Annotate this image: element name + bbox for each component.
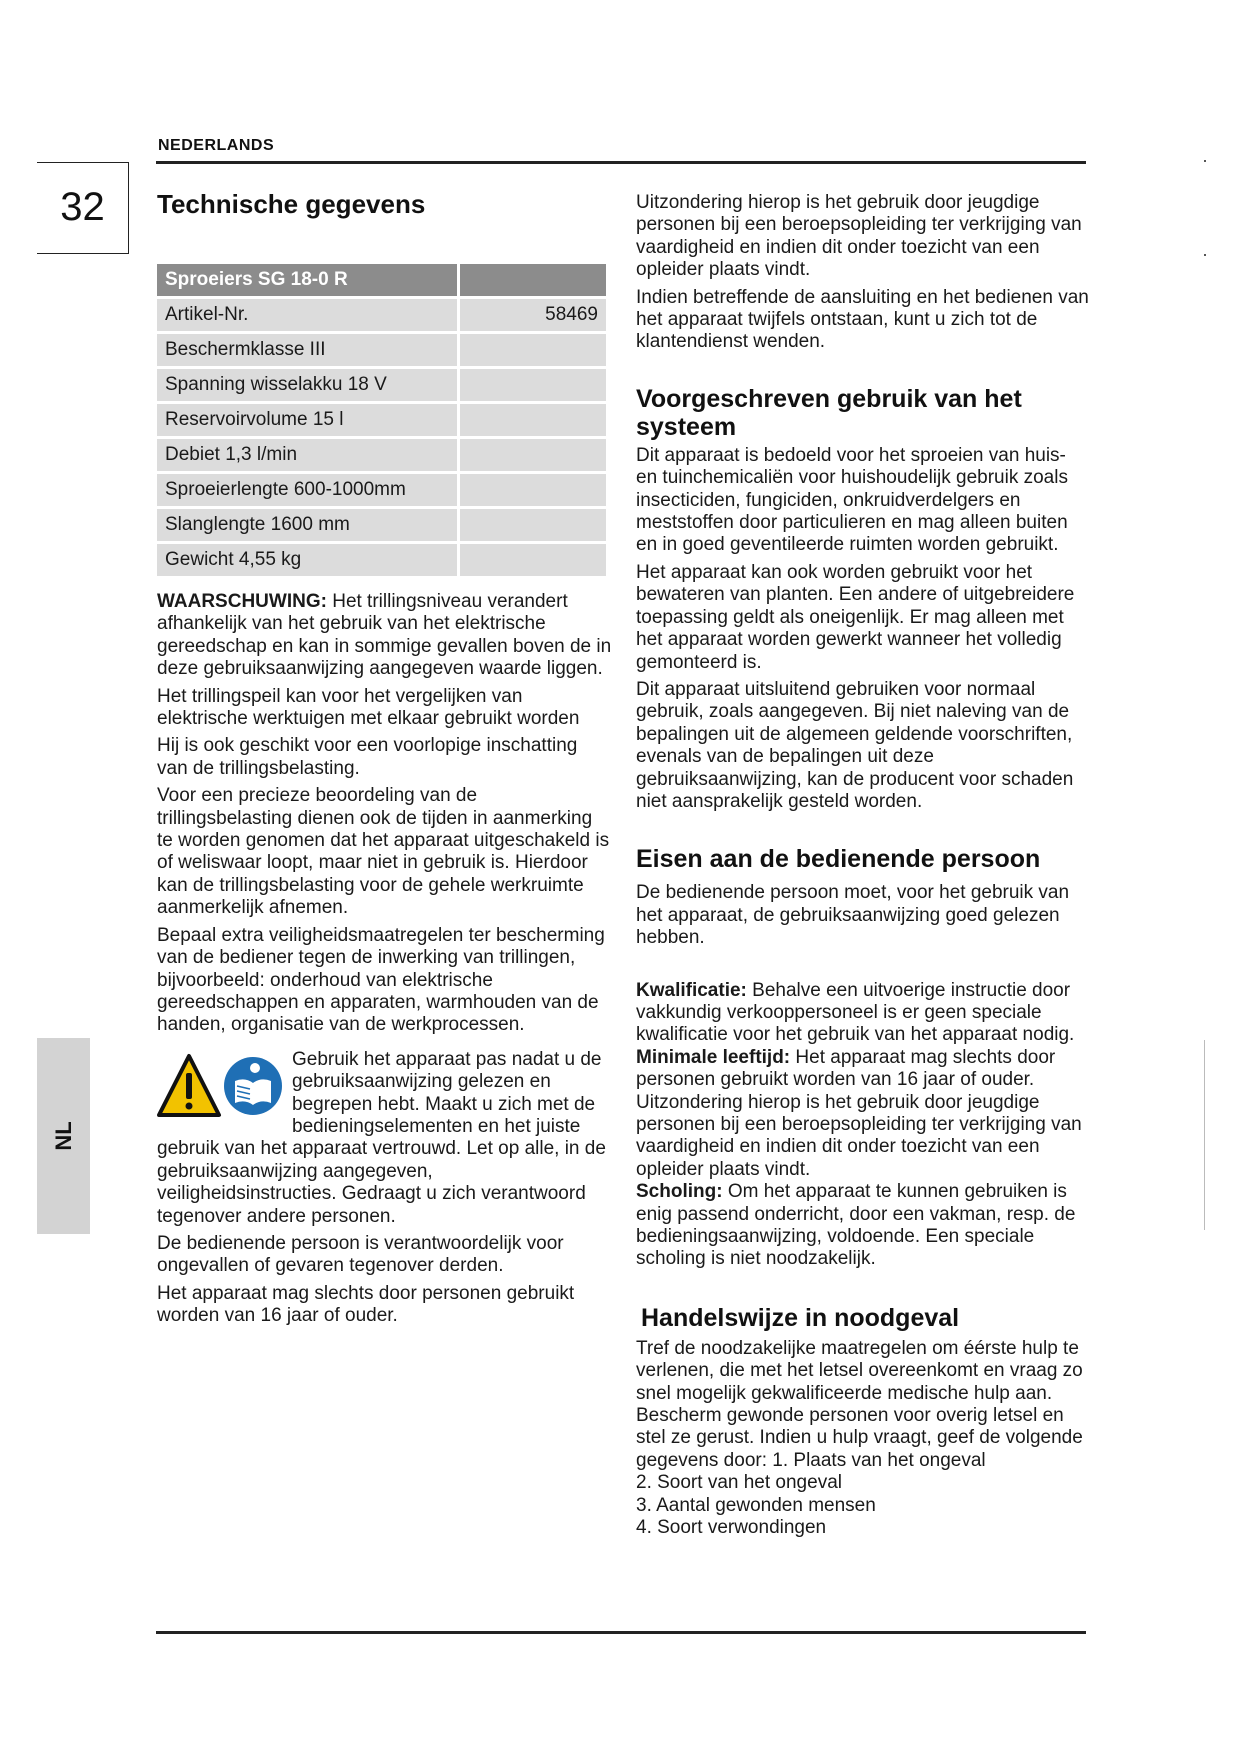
spec-value xyxy=(457,474,606,506)
paragraph-uitzondering: Uitzondering hierop is het gebruik door jeugdige personen bij een beroepsopleiding ter verkrijging van vaardigheid en indien dit onder toezicht van een opleider plaats vindt. xyxy=(636,192,1082,281)
spec-table-heading: Sproeiers SG 18-0 R xyxy=(157,264,457,296)
spec-label: Artikel-Nr. xyxy=(157,299,457,331)
spec-value xyxy=(457,369,606,401)
paragraph-eisen: De bedienende persoon moet, voor het gebruik van het apparaat, de gebruiksaanwijzing goed gelezen hebben. xyxy=(636,882,1070,949)
header-rule xyxy=(156,161,1086,164)
paragraph-minimale-leeftijd xyxy=(636,1047,1091,1181)
table-row xyxy=(157,509,606,541)
kwalificatie-label: Kwalificatie: xyxy=(636,979,747,1001)
warning-block xyxy=(157,1049,612,1228)
warning-text: Het trillingsniveau verandert afhankelijk van het gebruik van het elektrische gereedschap en kan in sommige gevallen boven de in deze gebruiksaanwijzing aangegeven waarde liggen. xyxy=(157,591,612,680)
table-row xyxy=(157,474,606,506)
page-number-box xyxy=(37,162,129,254)
list-item: 4. Soort verwondingen xyxy=(636,1517,827,1539)
spec-value xyxy=(457,334,606,366)
leeftijd-label: Minimale leeftijd: xyxy=(636,1046,791,1068)
margin-mark xyxy=(1204,254,1206,256)
spec-value xyxy=(457,509,606,541)
paragraph-bedoeld: Dit apparaat is bedoeld voor het sproeien van huis- en tuinchemicaliën voor huishoudelijk gebruik zoals insecticiden, fungiciden, onkruidverdelgers en meststoffen door particulieren en mag alleen buiten en in goed geventileerde ruimten worden gebruikt. xyxy=(636,444,1068,556)
warning-and-manual-icons xyxy=(157,1053,282,1119)
paragraph-gebruik: Gebruik het apparaat pas nadat u de gebruiksaanwijzing gelezen en begrepen hebt. Maakt u zich met de bedieningselementen en het juiste gebruik van het apparaat vertrouwd. Let op alle, in de gebruiksaanwijzing aangegeven, veiligheidsinstructies. Gedraagt u zich verantwoord tegenover andere personen. xyxy=(157,1048,606,1227)
spec-label: Beschermklasse III xyxy=(157,334,457,366)
side-tab-label: NL xyxy=(50,1121,76,1151)
spec-label: Slanglengte 1600 mm xyxy=(157,509,457,541)
paragraph-bewateren: Het apparaat kan ook worden gebruikt voor het bewateren van planten. Een andere of uitgebreidere toepassing geldt als oneigenlijk. Er mag alleen met het apparaat worden gewerkt wanneer het volledig gemonteerd is. xyxy=(636,561,1075,673)
warning-label: WAARSCHUWING: xyxy=(157,591,327,612)
paragraph-bepaal: Bepaal extra veiligheidsmaatregelen ter bescherming van de bediener tegen de inwerking van trillingen, bijvoorbeeld: onderhoud van elektrische gereedschappen en apparaten, warmhouden van de handen, organisatie van de werkprocessen. xyxy=(157,924,605,1036)
section-title-voorgeschreven-gebruik: Voorgeschreven gebruik van het systeem xyxy=(636,384,1022,441)
section-title-noodgeval: Handelswijze in noodgeval xyxy=(641,1303,960,1332)
warning-paragraph xyxy=(157,591,612,681)
language-label: NEDERLANDS xyxy=(158,137,275,154)
section-title-eisen: Eisen aan de bedienende persoon xyxy=(636,845,1041,874)
table-row xyxy=(157,439,606,471)
warning-triangle-icon xyxy=(159,1056,219,1115)
paragraph-kwalificatie xyxy=(636,980,1091,1047)
leeftijd-text: Het apparaat mag slechts door personen gebruikt worden van 16 jaar of ouder. Uitzondering hierop is het gebruik door jeugdige personen bij een beroepsopleiding ter verkrijging van vaardigheid en indien dit onder toezicht van een opleider plaats vindt. xyxy=(636,1046,1082,1180)
spec-label: Spanning wisselakku 18 V xyxy=(157,369,457,401)
read-manual-icon xyxy=(224,1057,282,1115)
paragraph-geschikt: Hij is ook geschikt voor een voorlopige inschatting van de trillingsbelasting. xyxy=(157,735,578,779)
right-column xyxy=(636,192,1091,1540)
left-column xyxy=(157,190,612,1333)
list-item: 2. Soort van het ongeval xyxy=(636,1472,842,1494)
margin-mark xyxy=(1204,160,1206,162)
language-side-tab xyxy=(37,1038,90,1234)
spec-value xyxy=(457,439,606,471)
kwalificatie-text: Behalve een uitvoerige instructie door vakkundig verkooppersoneel is er geen speciale kwalificatie voor het gebruik van het apparaat nodig. xyxy=(636,979,1075,1046)
spec-label: Sproeierlengte 600-1000mm xyxy=(157,474,457,506)
spec-table xyxy=(157,261,606,579)
paragraph-leeftijd: Het apparaat mag slechts door personen gebruikt worden van 16 jaar of ouder. xyxy=(157,1282,575,1327)
margin-line xyxy=(1204,1040,1205,1230)
section-title-technische-gegevens: Technische gegevens xyxy=(157,189,426,219)
table-row xyxy=(157,544,606,576)
table-row xyxy=(157,334,606,366)
table-row xyxy=(157,369,606,401)
paragraph-normaal: Dit apparaat uitsluitend gebruiken voor normaal gebruik, zoals aangegeven. Bij niet naleving van de bepalingen uit de algemeen geldende voorschriften, evenals van de bepalingen uit deze gebruiksaanwijzing, kan de producent voor schaden niet aansprakelijk gesteld worden. xyxy=(636,678,1074,812)
paragraph-beoordeling: Voor een precieze beoordeling van de trillingsbelasting dienen ook de tijden in aanmerking te worden genomen dat het apparaat uitgeschakeld is of weliswaar loopt, maar niet in gebruik is. Hierdoor kan de trillingsbelasting voor de gehele werkruimte aanmerkelijk afnemen. xyxy=(157,785,610,919)
paragraph-scholing xyxy=(636,1181,1091,1271)
paragraph-twijfels: Indien betreffende de aansluiting en het bedienen van het apparaat twijfels ontstaan, kunt u zich tot de klantendienst wenden. xyxy=(636,286,1089,353)
scholing-label: Scholing: xyxy=(636,1181,723,1203)
paragraph-noodgeval: Tref de noodzakelijke maatregelen om éérste hulp te verlenen, die met het letsel overeenkomt en vraag zo snel mogelijk gekwalificeerde medische hulp aan. Bescherm gewonde personen voor overig letsel en stel ze gerust. Indien u hulp vraagt, geef de volgende gegevens door: 1. Plaats van het ongeval xyxy=(636,1337,1083,1471)
list-item: 3. Aantal gewonden mensen xyxy=(636,1494,876,1516)
spec-value xyxy=(457,544,606,576)
scholing-text: Om het apparaat te kunnen gebruiken is enig passend onderricht, door een vakman, resp. de bedieningsaanwijzing, voldoende. Een speciale scholing is niet noodzakelijk. xyxy=(636,1181,1076,1270)
spec-label: Debiet 1,3 l/min xyxy=(157,439,457,471)
spec-table-header xyxy=(157,264,606,296)
paragraph-verantwoordelijk: De bedienende persoon is verantwoordelijk voor ongevallen of gevaren tegenover derden. xyxy=(157,1232,564,1277)
table-row xyxy=(157,404,606,436)
footer-rule xyxy=(156,1631,1086,1634)
spec-value: 58469 xyxy=(457,299,606,331)
spec-label: Reservoirvolume 15 l xyxy=(157,404,457,436)
spec-label: Gewicht 4,55 kg xyxy=(157,544,457,576)
spec-value xyxy=(457,404,606,436)
spec-table-heading-blank xyxy=(457,264,606,296)
page-number: 32 xyxy=(60,185,105,229)
paragraph-trillingspeil: Het trillingspeil kan voor het vergelijken van elektrische werktuigen met elkaar gebruikt worden xyxy=(157,685,580,730)
table-row xyxy=(157,299,606,331)
